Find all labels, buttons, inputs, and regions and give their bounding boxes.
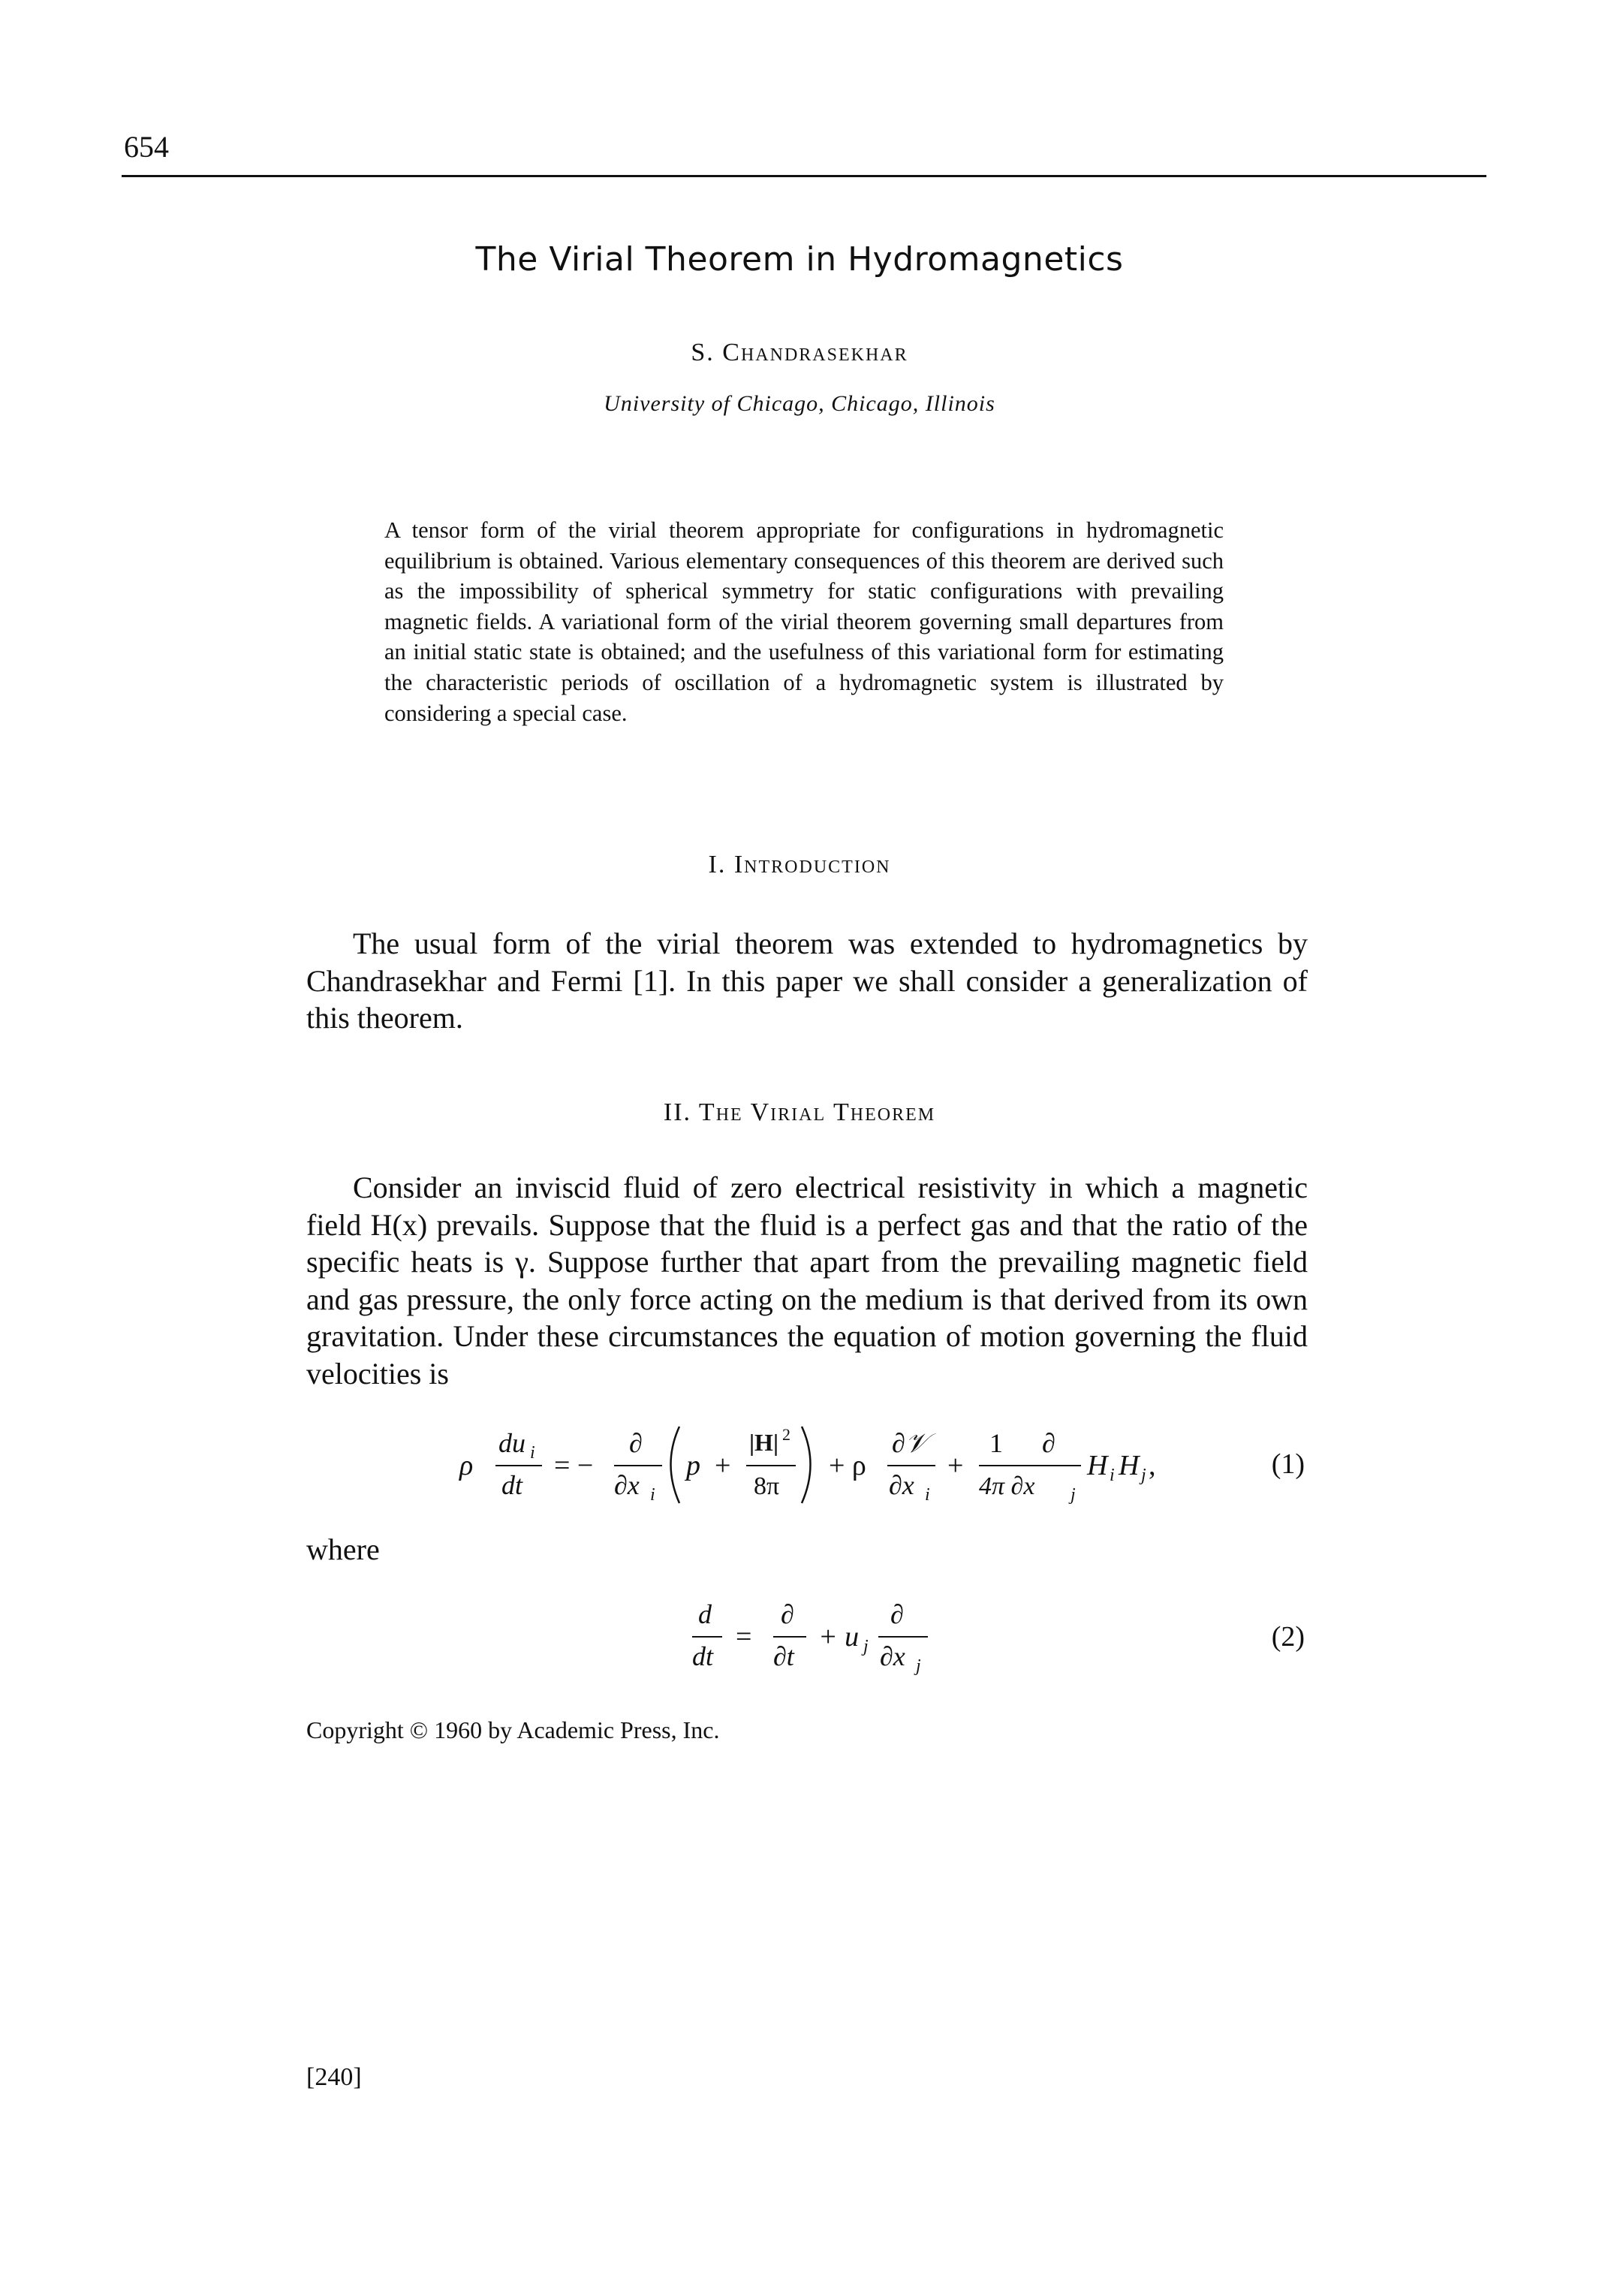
eq2-u-sub: j — [863, 1637, 869, 1656]
eq2-dxj-sub: j — [916, 1656, 921, 1676]
header-rule — [122, 175, 1486, 177]
eq1-dxi-sub: i — [650, 1485, 655, 1505]
eq1-comma: , — [1149, 1450, 1156, 1481]
equation-2-graphic — [0, 1577, 1599, 1689]
equation-1 — [0, 1404, 1599, 1517]
eq1-du: du — [498, 1428, 525, 1458]
virial-theorem-paragraph: Consider an inviscid fluid of zero electrical resistivity in which a magnetic field H(x) prevails. Suppose that the fluid is a perfect gas and that the ratio of the specific heats is γ. Suppose further that apart from the prevailing magnetic field and gas pressure, the only force acting on the medium is that derived from its own gravitation. Under these circumstances the equation of motion governing the fluid velocities is — [306, 1171, 1308, 1391]
article-affiliation: University of Chicago, Chicago, Illinois — [604, 391, 995, 416]
eq1-plus-1: + — [715, 1450, 731, 1481]
eq2-equals: = — [736, 1621, 752, 1653]
eq1-dxi-2: ∂x — [889, 1470, 914, 1500]
eq1-4pi-dx: 4π ∂x — [979, 1472, 1035, 1500]
eq1-H-sq: 2 — [782, 1425, 790, 1444]
eq1-one: 1 — [989, 1428, 1003, 1458]
abstract-text: A tensor form of the virial theorem appropriate for configurations in hydromagnetic equilibrium is obtained. Various elementary consequences of this theorem are derived such as the impossibility of spherical symmetry for static configurations with prevailing magnetic fields. A variational form of the virial theorem governing small departures from an initial static state is obtained; and the usefulness of this variational form for estimating the characteristic periods of oscillation of a hydromagnetic system is illustrated by considering a special case. — [384, 517, 1224, 726]
eq2-dt: dt — [692, 1641, 714, 1671]
introduction-body — [306, 925, 1308, 1037]
section-heading-virial-theorem: II. The Virial Theorem — [663, 1098, 936, 1126]
eq1-plus-rho: + ρ — [829, 1450, 866, 1481]
where-label: where — [306, 1532, 380, 1566]
equation-2-number: (2) — [1271, 1621, 1305, 1653]
equation-2 — [0, 1577, 1599, 1689]
eq1-left-paren — [671, 1427, 680, 1503]
eq1-p: p — [686, 1450, 700, 1481]
eq1-Hj: H — [1119, 1450, 1140, 1481]
introduction-paragraph: The usual form of the virial theorem was extended to hydromagnetics by Chandrasekhar and Fermi [1]. In this paper we shall consider a generalization of this theorem. — [306, 927, 1308, 1035]
abstract — [384, 515, 1224, 728]
copyright-notice: Copyright © 1960 by Academic Press, Inc. — [306, 1716, 720, 1743]
eq1-Hi: H — [1087, 1450, 1108, 1481]
article-title: The Virial Theorem in Hydromagnetics — [475, 240, 1124, 279]
eq1-dxi: ∂x — [614, 1470, 640, 1500]
section-heading-introduction: I. Introduction — [708, 851, 891, 878]
eq1-Hj-sub: j — [1141, 1466, 1146, 1485]
eq1-equals-minus: = − — [554, 1450, 594, 1481]
eq1-right-paren — [802, 1427, 811, 1503]
eq1-dV: ∂𝒱 — [892, 1428, 928, 1458]
article-author: S. Chandrasekhar — [691, 339, 908, 366]
eq2-partial-num: ∂ — [781, 1599, 794, 1629]
eq1-dxi-2-sub: i — [925, 1485, 930, 1505]
eq1-8pi: 8π — [754, 1472, 780, 1500]
equation-1-graphic — [0, 1404, 1599, 1517]
virial-theorem-body — [306, 1169, 1308, 1393]
eq1-partial-num-2: ∂ — [1042, 1428, 1055, 1458]
equation-1-number: (1) — [1271, 1448, 1305, 1480]
footer-page-number: [240] — [306, 2063, 362, 2091]
eq1-plus-2: + — [947, 1450, 964, 1481]
eq1-dxj-sub: j — [1071, 1485, 1076, 1505]
eq2-plus-u: + u — [818, 1621, 860, 1653]
eq1-dt: dt — [501, 1470, 523, 1500]
eq1-partial-num: ∂ — [629, 1428, 643, 1458]
eq1-rho: ρ — [459, 1450, 474, 1481]
eq2-d: d — [698, 1599, 712, 1629]
eq1-du-sub: i — [530, 1443, 535, 1463]
eq2-pt: ∂t — [773, 1641, 794, 1671]
eq2-dxj: ∂x — [880, 1641, 905, 1671]
eq1-Hi-sub: i — [1110, 1466, 1115, 1485]
eq2-partial-num-2: ∂ — [890, 1599, 904, 1629]
eq1-H-abs: |H| — [749, 1429, 778, 1456]
page-number: 654 — [124, 130, 169, 164]
